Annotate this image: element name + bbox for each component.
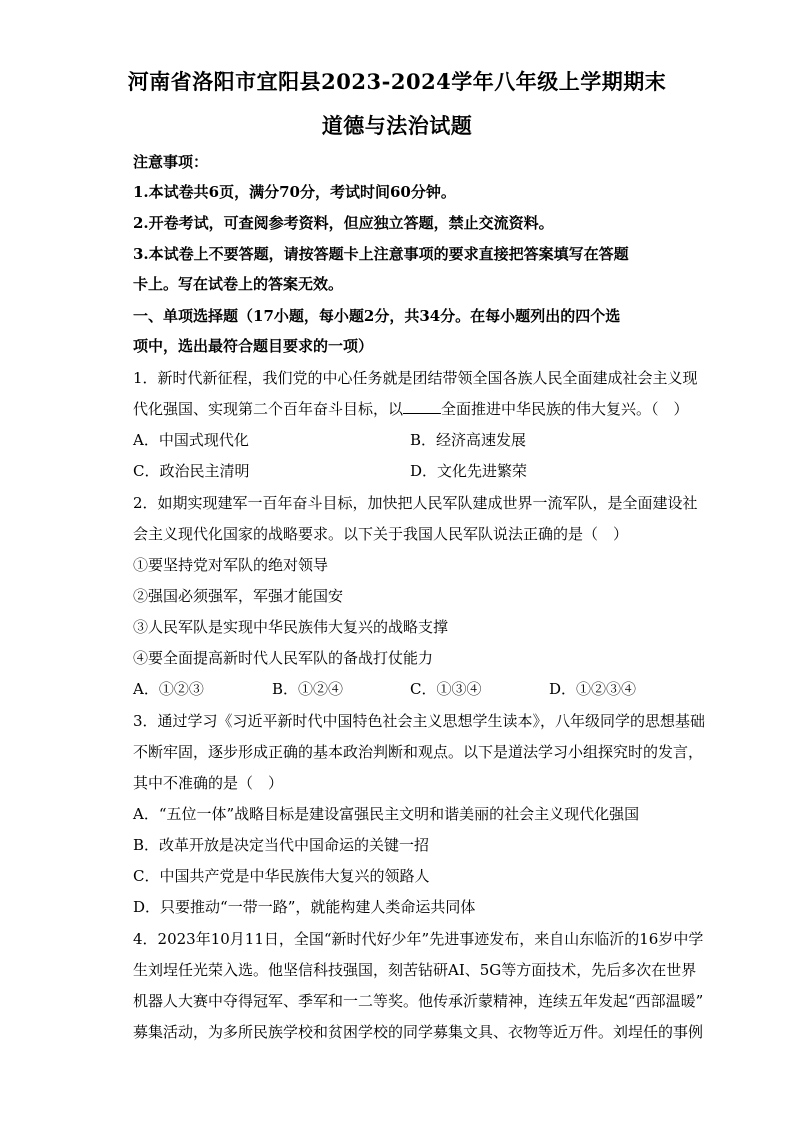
q3-stem-line1: 3．通过学习《习近平新时代中国特色社会主义思想学生读本》，八年级同学的思想基础 [133,712,706,730]
q4-stem-line4: 募集活动，为多所民族学校和贫困学校的同学募集文具、衣物等近万件。刘埕任的事例 [133,1023,704,1041]
q1-option-c: C．政治民主清明 [133,462,250,480]
q4-stem-line1: 4．2023年10月11日，全国“新时代好少年”先进事迹发布，来自山东临沂的16岁中学 [133,930,704,948]
q2-statement-4: ④要全面提高新时代人民军队的备战打仗能力 [133,649,434,667]
q3-stem-line3: 其中不准确的是（ ） [133,774,284,792]
q1-stem-post: 全面推进中华民族的伟大复兴。（ ） [441,400,689,418]
q2-statement-2: ②强国必须强军，军强才能国安 [133,587,344,605]
notice-item-2: 2.开卷考试，可查阅参考资料，但应独立答题，禁止交流资料。 [133,214,554,232]
q2-option-a: A．①②③ [133,680,204,698]
q2-option-d: D．①②③④ [549,680,637,698]
exam-title-line2: 道德与法治试题 [321,113,473,138]
q3-option-b: B．改革开放是决定当代中国命运的关键一招 [133,836,430,854]
q2-option-b: B．①②④ [272,680,344,698]
notice-item-3: 3.本试卷上不要答题，请按答题卡上注意事项的要求直接把答案填写在答题 [133,245,629,263]
q1-stem-line2 [133,399,689,419]
q2-statement-1: ①要坚持党对军队的绝对领导 [133,556,329,574]
q3-stem-line2: 不断牢固，逐步形成正确的基本政治判断和观点。以下是道法学习小组探究时的发言， [133,743,704,761]
exam-title-line1: 河南省洛阳市宜阳县2023-2024学年八年级上学期期末 [127,69,667,94]
q3-option-c: C．中国共产党是中华民族伟大复兴的领路人 [133,867,430,885]
section-heading-line1: 一、单项选择题（17小题，每小题2分，共34分。在每小题列出的四个选 [133,307,621,325]
notice-item-3-cont: 卡上。写在试卷上的答案无效。 [133,275,344,293]
q1-option-a: A．中国式现代化 [133,431,249,449]
notice-heading: 注意事项： [133,153,209,171]
q1-stem-line1: 1．新时代新征程，我们党的中心任务就是团结带领全国各族人民全面建成社会主义现 [133,369,698,387]
q1-option-d: D．文化先进繁荣 [410,462,528,480]
q3-option-d: D．只要推动“一带一路”，就能构建人类命运共同体 [133,898,476,916]
q4-stem-line2: 生刘埕任光荣入选。他坚信科技强国，刻苦钻研AI、5G等方面技术，先后多次在世界 [133,961,697,979]
section-heading-line2: 项中，选出最符合题目要求的一项） [133,337,374,355]
q1-stem-pre: 代化强国、实现第二个百年奋斗目标，以 [133,400,404,418]
notice-item-1: 1.本试卷共6页，满分70分，考试时间60分钟。 [133,183,456,201]
q2-option-c: C．①③④ [410,680,482,698]
q1-answer-blank [403,399,441,414]
q3-option-a: A．“五位一体”战略目标是建设富强民主文明和谐美丽的社会主义现代化强国 [133,805,640,823]
q2-statement-3: ③人民军队是实现中华民族伟大复兴的战略支撑 [133,618,449,636]
q2-stem-line1: 2．如期实现建军一百年奋斗目标，加快把人民军队建成世界一流军队，是全面建设社 [133,494,698,512]
q1-option-b: B．经济高速发展 [410,431,527,449]
q2-stem-line2: 会主义现代化国家的战略要求。以下关于我国人民军队说法正确的是（ ） [133,525,629,543]
q4-stem-line3: 机器人大赛中夺得冠军、季军和一二等奖。他传承沂蒙精神，连续五年发起“西部温暖” [133,992,704,1010]
